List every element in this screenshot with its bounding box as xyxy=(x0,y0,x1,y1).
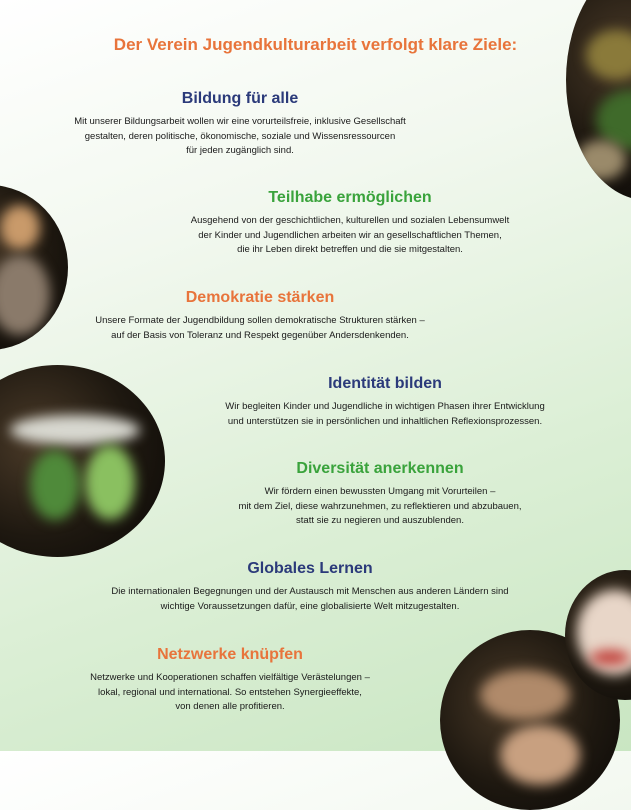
section-heading: Bildung für alle xyxy=(181,90,299,107)
section-text: Wir begleiten Kinder und Jugendliche in wichtigen Phasen ihrer Entwicklung und unterstützen sie in persönlichen und inhaltlichen Reflexionsprozessen. xyxy=(225,401,545,427)
section-teilhabe xyxy=(150,189,550,258)
section-demokratie xyxy=(60,289,460,343)
section-diversitaet xyxy=(180,460,580,529)
section-text: Ausgehend von der geschichtlichen, kulturellen und sozialen Lebensumwelt der Kinder und Jugendlichen arbeiten wir an gesellschaftlichen Themen, die ihr Leben direkt betreffen und die sie mitgestalten. xyxy=(190,215,510,255)
section-text: Wir fördern einen bewussten Umgang mit Vorurteilen – mit dem Ziel, diese wahrzunehmen, zu reflektieren und abzubauen, statt sie zu negieren und auszublenden. xyxy=(238,486,522,526)
photo-child-left xyxy=(0,185,68,350)
photo-stage-actors xyxy=(0,365,165,557)
photo-performers-top-right xyxy=(566,0,631,200)
section-netzwerke xyxy=(20,646,440,715)
section-bildung xyxy=(40,90,440,159)
section-text: Die internationalen Begegnungen und der Austausch mit Menschen aus anderen Ländern sind wichtige Voraussetzungen dafür, eine globalisierte Welt mitzugestalten. xyxy=(111,586,509,612)
section-heading: Identität bilden xyxy=(328,375,442,392)
section-identitaet xyxy=(185,375,585,429)
section-heading: Netzwerke knüpfen xyxy=(157,646,303,663)
section-text: Mit unserer Bildungsarbeit wollen wir eine vorurteilsfreie, inklusive Gesellschaft gestalten, deren politische, ökonomische, soziale und Wissensressourcen für jeden zugänglich sind. xyxy=(74,116,406,156)
section-text: Netzwerke und Kooperationen schaffen vielfältige Verästelungen – lokal, regional und international. So entstehen Synergieeffekte, von denen alle profitieren. xyxy=(90,672,370,712)
section-heading: Demokratie stärken xyxy=(185,289,335,306)
section-heading: Diversität anerkennen xyxy=(296,460,464,477)
section-text: Unsere Formate der Jugendbildung sollen demokratische Strukturen stärken – auf der Basis von Toleranz und Respekt gegenüber Andersdenkenden. xyxy=(95,315,425,341)
page-title: Der Verein Jugendkulturarbeit verfolgt klare Ziele: xyxy=(113,35,518,54)
section-heading: Teilhabe ermöglichen xyxy=(268,189,432,206)
section-globales-lernen xyxy=(70,560,550,614)
section-heading: Globales Lernen xyxy=(247,560,373,577)
